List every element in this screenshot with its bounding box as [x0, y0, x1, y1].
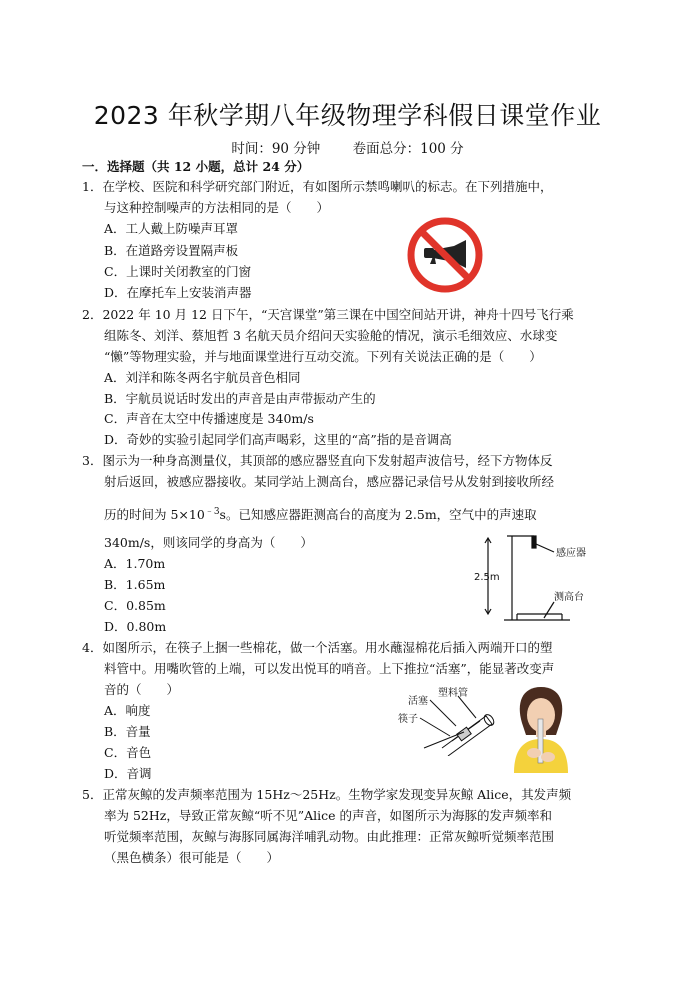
exam-meta — [0, 137, 695, 157]
q1-option-a: A．工人戴上防噪声耳罩 — [104, 221, 239, 236]
q5-line-4: （黑色横条）很可能是（ ） — [104, 850, 280, 865]
q3-line-3-post: s。已知感应器距测高台的高度为 2.5m，空气中的声速取 — [219, 507, 537, 522]
q4-line-3: 音的（ ） — [104, 682, 180, 697]
q2-option-b: B．宇航员说话时发出的声音是由声带振动产生的 — [104, 391, 376, 406]
q1-option-c: C．上课时关闭教室的门窗 — [104, 264, 252, 279]
q3-line-2: 射后返回，被感应器接收。某同学站上测高台，感应器记录信号从发射到接收所经 — [104, 474, 555, 489]
q4-option-d: D．音调 — [104, 766, 152, 781]
q4-option-a: A．响度 — [104, 703, 151, 718]
platform-label: 测高台 — [554, 592, 584, 603]
q1-line-2: 与这种控制噪声的方法相同的是（ ） — [104, 200, 330, 215]
height-label: 2.5m — [474, 572, 500, 583]
tube-label: 塑料管 — [438, 688, 468, 699]
q4-line-2: 料管中。用嘴吹管的上端，可以发出悦耳的哨音。上下推拉“活塞”，能显著改变声 — [104, 661, 555, 676]
q2-line-1: 2．2022 年 10 月 12 日下午，“天宫课堂”第三课在中国空间站开讲，神舟十四号飞行乘 — [82, 307, 574, 322]
q3-exponent: ﹣3 — [204, 507, 220, 517]
piston-label: 活塞 — [408, 696, 428, 707]
chopstick-label: 筷子 — [398, 714, 418, 725]
q3-line-4: 340m/s，则该同学的身高为（ ） — [104, 535, 313, 550]
q5-line-1: 5．正常灰鲸的发声频率范围为 15Hz～25Hz。生物学家发现变异灰鲸 Alice，其发声频 — [82, 787, 572, 802]
q4-line-1: 4．如图所示，在筷子上捆一些棉花，做一个活塞。用水蘸湿棉花后插入两端开口的塑 — [82, 640, 553, 655]
height-meter-figure — [474, 530, 594, 625]
q1-option-b: B．在道路旁设置隔声板 — [104, 243, 239, 258]
q2-option-d: D．奇妙的实验引起同学们高声喝彩，这里的“高”指的是音调高 — [104, 432, 452, 447]
q3-line-1: 3．图示为一种身高测量仪，其顶部的感应器竖直向下发射超声波信号，经下方物体反 — [82, 453, 553, 468]
whistle-tube-figure — [394, 686, 504, 756]
sensor-label: 感应器 — [556, 548, 586, 559]
q2-option-c: C．声音在太空中传播速度是 340m/s — [104, 411, 314, 426]
girl-blowing-tube-photo — [508, 683, 574, 773]
q1-line-1: 1．在学校、医院和科学研究部门附近，有如图所示禁鸣喇叭的标志。在下列措施中， — [82, 179, 553, 194]
score-label: 卷面总分：100 分 — [352, 141, 464, 157]
section-heading: 一．选择题（共 12 小题，总计 24 分） — [82, 159, 310, 174]
no-horn-sign-icon — [404, 214, 486, 296]
q4-option-c: C．音色 — [104, 745, 152, 760]
q2-line-3: “懒”等物理实验，并与地面课堂进行互动交流。下列有关说法正确的是（ ） — [104, 349, 542, 364]
time-label: 时间：90 分钟 — [231, 141, 321, 157]
q3-line-3-pre: 历的时间为 5×10 — [104, 507, 205, 522]
q5-line-3: 听觉频率范围，灰鲸与海豚同属海洋哺乳动物。由此推理：正常灰鲸听觉频率范围 — [104, 829, 555, 844]
q3-option-c: C．0.85m — [104, 598, 166, 613]
page-title: 2023 年秋学期八年级物理学科假日课堂作业 — [93, 101, 602, 130]
q3-option-a: A．1.70m — [104, 556, 166, 571]
q3-line-3 — [104, 503, 537, 524]
q4-option-b: B．音量 — [104, 724, 151, 739]
q2-line-2: 组陈冬、刘洋、蔡旭哲 3 名航天员介绍问天实验舱的情况，演示毛细效应、水球变 — [104, 328, 558, 343]
q3-option-d: D．0.80m — [104, 619, 167, 634]
q3-option-b: B．1.65m — [104, 577, 166, 592]
q5-line-2: 率为 52Hz，导致正常灰鲸“听不见”Alice 的声音，如图所示为海豚的发声频率和 — [104, 808, 553, 823]
q2-option-a: A．刘洋和陈冬两名宇航员音色相同 — [104, 370, 301, 385]
q1-option-d: D．在摩托车上安装消声器 — [104, 285, 252, 300]
